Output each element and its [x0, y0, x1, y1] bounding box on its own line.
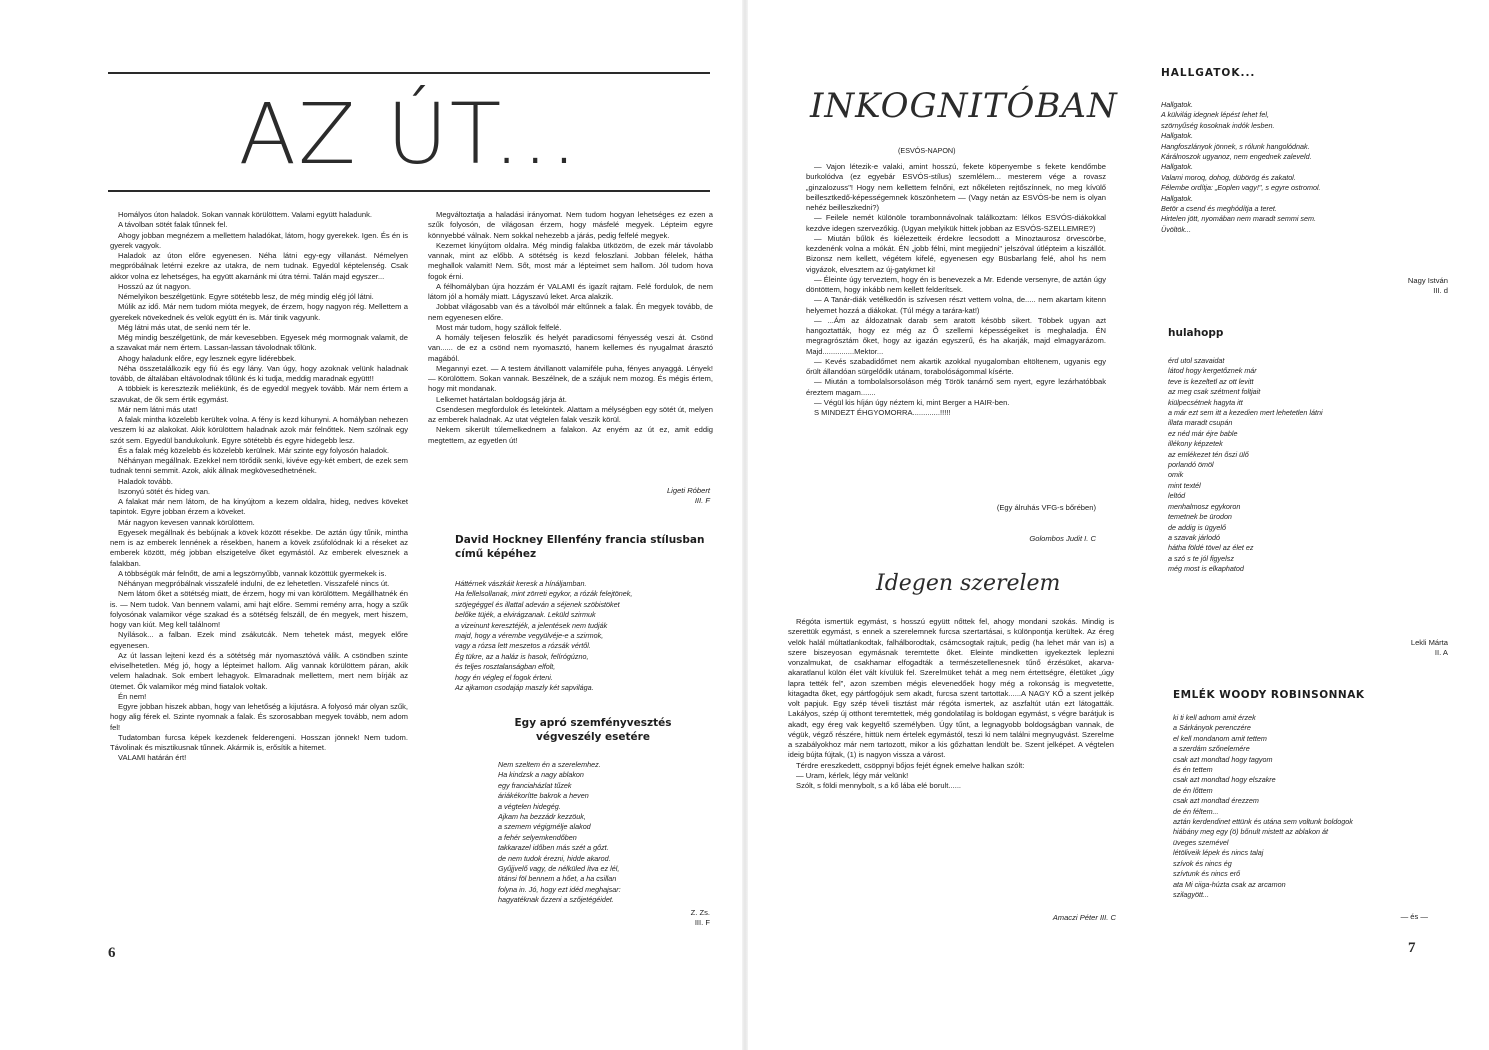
paragraph: Jobbat világosabb van és a távolból már eltűnnek a falak. Én megyek tovább, de nem egyenesen előre.	[428, 302, 713, 322]
poem-line: szörnyűség kosoknak indók lesben.	[1161, 120, 1275, 130]
paragraph: — ...Ám az áldozatnak darab sem aratott késöbb sikert. Többek ugyan azt hangoztatták, hogy ez még az Ő szellemi képességeiket is meghaladja. ÉN megragrósztám őket, hogy az igazán egyszerű, és ha akarják, majd elmagyarázom. Majd...............Mektor...	[806, 315, 1106, 356]
paragraph: Most már tudom, hogy szállok felfelé.	[436, 322, 562, 332]
article-column-2	[428, 210, 713, 446]
paragraph: A félhomályban újra hozzám ér VALAMI és igazít rajtam. Felé fordulok, de nem látom jól a homály miatt. Lágyszavú leket. Arca alakzik.	[428, 281, 713, 301]
poem-line: a szerdám szőnelemére	[1173, 744, 1250, 754]
paragraph: Tudatomban furcsa képek kezdenek felderengeni. Hosszan jönnek! Nem tudom. Távolinak és misztikusnak tűnnek. Akármik is, erősítik a hitemet.	[110, 732, 408, 752]
poem-line: Nem szeltem én a szerelemhez.	[498, 760, 601, 769]
paragraph: Én nem!	[118, 691, 147, 701]
poem-line: temetnek be ürodon	[1168, 512, 1232, 522]
poem-line: a szemem végigmélje alakod	[498, 822, 591, 832]
article-column-1	[110, 210, 408, 764]
poem-line: takkarazel időben más szét a gőzt.	[498, 843, 609, 853]
paragraph: A homály teljesen feloszlik és helyét paradicsomi fényesség veszi át. Csönd van...... de ez a csönd nem nyomasztó, hanem kellemes és nyugalmat árasztó magából.	[428, 333, 713, 363]
poem-line: hiábány meg egy (ö) bőnult mistett az ablakon át	[1173, 827, 1329, 837]
poem-line: A külvilág idegnek lépést lehet fel,	[1161, 110, 1270, 120]
paragraph: Nem látom őket a sötétség miatt, de érzem, hogy mi van körülöttem. Megállhatnék én is. — Nem tudok. Van bennem valami, ami hajt előre. Semmi remény arra, hogy a szűk folyosónak valamikor vége szakad és a sötétség felszáll, de én megyek, mert hiszem, hogy van kiút. Meg kell találnom!	[110, 589, 408, 629]
poem-line: el kell mondanom amit tettem	[1173, 733, 1267, 743]
poem-line: Hallgatok.	[1161, 100, 1193, 109]
paragraph: Némelyikon beszélgetünk. Egyre sötétebb lesz, de még mindig elég jól látni.	[118, 292, 374, 301]
szemfenyvesztes-poem	[498, 760, 718, 906]
paragraph: S MINDEZT ÉHGYOMORRA.............!!!!!	[814, 408, 951, 417]
inkognito-text	[806, 162, 1106, 418]
paragraph: Lelkemet határtalan boldogság járja át.	[436, 394, 567, 404]
inkognito-title: INKOGNITÓBAN	[810, 86, 1118, 126]
poem-line: Kárálnoszok ugyanoz, nem engednek zaleveld.	[1161, 152, 1312, 162]
poem-line: csak azt mondtad hogy tagyom	[1173, 754, 1273, 764]
poem-line: a fehér selyemkendőben	[498, 832, 577, 842]
poem-line: leltód	[1168, 491, 1186, 501]
emlek-poem	[1173, 713, 1473, 900]
poem-line: Hallgatok.	[1161, 131, 1193, 141]
poem-line: szívtunk és nincs erő	[1173, 869, 1241, 879]
paragraph: Néha összetalálkozik egy fiú és egy lány. Van úgy, hogy azoknak velünk haladnak tovább, de általában eltávolodnak tőlünk és ki tudja, meddig maradnak együtt!!	[110, 363, 408, 383]
poem-line: szívok és nincs ég	[1173, 858, 1232, 868]
paragraph: Haladok tovább.	[118, 476, 173, 486]
page-number-right: 7	[1408, 940, 1416, 956]
poem-line: Félembe ordítja: „Eoplen vagy!", s egyre ostromol.	[1161, 183, 1321, 193]
paragraph: — Kevés szabadidőmet nem akartik azokkal nyugalomban eltöltenem, ugyanis egy őrült állandóan sürgelődik utánam, torabolóságommal kísérte.	[806, 356, 1106, 376]
paragraph: Szólt, s földi mennybolt, s a kő lába elé borult......	[796, 781, 962, 790]
hulahopp-title: hulahopp	[1168, 327, 1224, 339]
paragraph: Néhányan megpróbálnak visszafelé indulni, de ez lehetetlen. Visszafelé nincs út.	[118, 579, 390, 588]
paragraph: Homályos úton haladok. Sokan vannak körülöttem. Valami együtt haladunk.	[118, 210, 372, 219]
poem-line: Ha kindzsk a nagy ablakon	[498, 770, 584, 780]
paragraph: — Miután bűlök és kiélezetteik érdekre lecsodott a Minoztaurosz örvescörbe, kezdenénk volna a mókát. ÉN „jobb félni, mint megijedni" jelszóval útlépteim a kiszállót. Bizonsz nem kellett, végétem kifelé, egyenesen egy Büsbarlang felé, ahol hs nem vigyázok, elvesztem az új-gatykmet ki!	[806, 233, 1106, 274]
paragraph: A többiek is keresztezik meliékünk, és de egyedül megyek tovább. Már nem értem a szavukat, de ők sem értik egymást.	[110, 384, 408, 404]
paragraph: Egyre jobban hiszek abban, hogy van lehetőség a kijutásra. A folyosó már olyan szűk, hogy alig férek el. Szinte nyomnak a falak. És szorosabban megyek tovább, nem adom fel!	[110, 702, 408, 732]
paragraph: Ahogy haladunk előre, egy lesznek egyre lidérebbek.	[118, 353, 297, 363]
poem-line: ki ti kell adnom amit érzek	[1173, 713, 1256, 722]
poem-line: Ha fellelsollanak, mint zörreti egykor, a rózák felejtönek,	[455, 589, 633, 599]
poem-line: az emlékezet tén őszi ülő	[1168, 449, 1249, 459]
poem-line: de én lőttem	[1173, 785, 1213, 795]
paragraph: — A Tanár-diák vetélkedőn is szívesen részt vettem volna, de..... nem akartam kitenn helyemet hozzá a diákokat. (Túl mégy a tarára-kat!)	[806, 295, 1106, 315]
paragraph: A falak mintha közelebb kerültek volna. A fény is kezd kihunyni. A homályban nehezen veszem ki az alakokat. Akik körülöttem haladnak azok már felnőttek. Nem szólnak egy szót sem. Egyedül bandukolunk. Egyre sötétebb és egyre hidegebb lesz.	[110, 415, 408, 445]
top-rule	[108, 72, 710, 74]
paragraph: Haladok az úton előre egyenesen. Néha látni egy-egy villanást. Némelyen megpróbálnak letérni ezekre az utakra, de nem tudnak. Egyedül képtelenség. Csak akkor volna ez lehetséges, ha együtt akarnánk mi útra térni. Talán majd egyszer...	[110, 251, 408, 281]
poem-line: kiülpecsétnek hagyta itt	[1168, 397, 1243, 407]
hockney-title: David Hockney Ellenfény francia stílusban című képéhez	[455, 534, 705, 560]
paragraph: A többségük már felnőtt, de ami a legszörnyűbb, vannak közöttük gyermekek is.	[118, 568, 387, 578]
poem-line: menhalmosz egykoron	[1168, 501, 1241, 511]
poem-line: de addig is ügyelő	[1168, 522, 1226, 532]
szemfenyvesztes-title: Egy apró szemfényvesztés végveszély esetére	[514, 717, 672, 743]
poem-line: Hallgatok.	[1161, 193, 1193, 203]
idegen-text	[788, 617, 1114, 791]
poem-line: mint textél	[1168, 480, 1201, 490]
poem-line: ez néd már éjre bable	[1168, 428, 1238, 438]
inkognito-note: (Egy álruhás VFG-s bőrében)	[996, 503, 1096, 512]
poem-line: folyna in. Jó, hogy ezt idéd meghajsar:	[498, 884, 621, 894]
poem-line: Betör a csend és meghódítja a teret.	[1161, 204, 1277, 214]
right-page	[748, 0, 1489, 1050]
paragraph: Még látni más utat, de senki nem tér le.	[118, 322, 251, 332]
paragraph: — Éleinte úgy terveztem, hogy én is benevezek a Mr. Edende versenyre, de aztán úgy döntöttem, hogy inkább nem kellett felderítsek.	[806, 274, 1106, 294]
poem-line: belőke tüjék, a elvirágzanak. Leküld szirmuk	[455, 610, 596, 620]
page-number-left: 6	[108, 945, 116, 961]
szemfenyvesztes-author: Z. Zs. III. F	[690, 908, 710, 927]
poem-line: a Sárkányok perenczére	[1173, 723, 1251, 733]
paragraph: Hosszú az út nagyon.	[118, 281, 192, 291]
poem-line: és én tettem	[1173, 765, 1213, 775]
paragraph: Megváltoztatja a haladási irányomat. Nem tudom hogyan lehetséges ez ezen a szűk folyosón, de világosan érzem, hogy másfelé megyek. Lépteim egyre könnyebbé válnak. Nem sokkal nehezebb a járás, pedig felfelé megyek.	[428, 210, 713, 240]
paragraph: Ahogy jobban megnézem a mellettem haladókat, látom, hogy gyerekek. Igen. És én is gyerek vagyok.	[110, 230, 408, 250]
title-rule	[108, 190, 710, 192]
poem-line: omik	[1168, 470, 1184, 480]
poem-line: látod hogy kergetőznek már	[1168, 366, 1257, 376]
poem-line: létöliveik lépek és nincs talaj	[1173, 848, 1264, 858]
paragraph: A távolban sötét falak tűnnek fel.	[118, 220, 228, 230]
poem-line: áriákékorítte bakrok a heven	[498, 791, 589, 801]
paragraph: Már nem látni más utat!	[118, 404, 198, 414]
poem-line: Valami moroq, dohog, dübörög és zakatol.	[1161, 172, 1296, 182]
poem-line: Hangfoszlányok jönnek, s rólunk hangolódnak.	[1161, 141, 1310, 151]
article-title: AZ ÚT...	[238, 85, 580, 183]
poem-line: a szavak járlodó	[1168, 532, 1220, 542]
paragraph: Már nagyon kevesen vannak körülöttem.	[118, 517, 255, 527]
poem-line: Az ajkamon csodajáp maszly két sapvilága.	[455, 683, 594, 693]
poem-line: illata maradt csupán	[1168, 418, 1233, 428]
left-page	[0, 0, 742, 1050]
poem-line: üveges szemével	[1173, 837, 1229, 847]
poem-line: egy franciaházlat tűzek	[498, 780, 572, 790]
inkognito-author: Golombos Judit I. C	[1029, 534, 1096, 543]
hallgatok-title: HALLGATOK...	[1161, 67, 1256, 79]
emlek-author: — és —	[1400, 912, 1428, 921]
paragraph: — Feilele nemét különöle torambonnávolnak találkoztam: lélkos ESVÓS-diákokkal kezdve idegen szervezőkig. (Ugyan melyikük hittek jobban az ESVÓS-SZELLEMRE?)	[806, 213, 1106, 233]
poem-line: a szó s te jól figyelsz	[1168, 553, 1234, 563]
poem-line: Hirtelen jött, nyomában nem maradt semmi sem.	[1161, 214, 1316, 224]
poem-line: még most is elkaphatod	[1168, 564, 1244, 574]
paragraph: És a falak még közelebb és közelebb kerülnek. Már szinte egy folyosón haladok.	[118, 445, 389, 455]
hulahopp-author: Lekli Márta II. A	[1410, 638, 1448, 657]
poem-line: teve is kezeltetl az ott levitt	[1168, 376, 1254, 386]
paragraph: — Végül kis híján úgy néztem ki, mint Berger a HAIR-ben.	[814, 397, 1010, 407]
paragraph: Megannyi ezet. — A testem átvillanott valamiféle puha, fényes anyaggá. Lények! — Körülöttem. Sokan vannak. Beszélnek, de a szájuk nem mozog. És mégis értem, hogy mit mondanak.	[428, 363, 713, 394]
paragraph: Az út lassan lejteni kezd és a sötétség már nyomasztóvá válik. A csöndben szinte elviselhetetlen. Még jó, hogy a lépteimet hallom. Alig vannak körülöttem páran, akik velem haladnak. Sok embert lehagyok. Elmaradnak mellettem, mert nem bírják az ütemet. Ők valamikor még mind fiatalok voltak.	[110, 650, 408, 691]
paragraph: A falakat már nem látom, de ha kinyújtom a kezem oldalra, hideg, nedves köveket tapintok. Egyre jobban érzem a köveket.	[110, 497, 408, 517]
paragraph: Múlik az idő. Már nem tudom mióta megyek, de érzem, hogy nagyon rég. Mellettem a gyerekek növekednek és velük együtt én is. Már tinik vagyunk.	[110, 302, 408, 322]
poem-line: Ég tükre, az a haláz is hasok, felírógúzno,	[455, 651, 589, 661]
paragraph: Nekem sikerült túlemelkednem a falakon. Az enyém az út ez, amit eddig megtettem, az egyetlen út!	[428, 425, 713, 445]
paragraph: — Vajon létezik-e valaki, amint hosszú, fekete köpenyembe s fekete kendőmbe burkolódva (ez egyebár ESVÓS-stílus) szemlélem... mesterem vége a rovasz „ginzalozuss"! Hogy nem kellettem felnőni, ezt nőkéleten rejtőszínnek, no meg kívülő beillesztkedő-képességemnek köszönhetem — (Vagy netán az ESVÓS-be nem is olyan nehéz beilleszkedni?)	[806, 162, 1106, 212]
poem-line: és teljes rosztalanságban elfolt,	[455, 662, 556, 672]
paragraph: Még mindig beszélgetünk, de már kevesebben. Egyesek még mormognak valamit, de a szavakat már nem értem. Lassan-lassan távolodnak tőlünk.	[110, 333, 408, 353]
paragraph: Nyílások... a falban. Ezek mind zsákutcák. Nem tehetek mást, megyek előre egyenesen.	[110, 630, 408, 650]
poem-line: a végtelen hidegég.	[498, 801, 561, 811]
paragraph: — Uram, kérlek, légy már velünk!	[796, 770, 909, 780]
poem-line: hagyatéknak őzzeni a szőjetégéidet.	[498, 895, 614, 905]
hockney-poem	[455, 579, 715, 693]
poem-line: a már ezt sem itt a kezedien mert lehetetlen látni	[1168, 408, 1323, 418]
poem-line: ata Mi ciiga-húzta csak az arcamon	[1173, 879, 1286, 889]
idegen-author: Amaczi Péter III. C	[1052, 913, 1116, 922]
poem-line: csak azt mondtad érezzem	[1173, 796, 1259, 806]
hulahopp-poem	[1168, 356, 1468, 575]
paragraph: Egyesek megállnak és bebújnak a kövek között résekbe. De aztán úgy tűnik, mintha nem is az emberek lennének a résekben, hanem a kövek zsúfolódnak ki a réseket az emberek között, még jobban elszigetelve őket egymástól. Az emberek elvesznek a falakban.	[110, 527, 408, 568]
poem-line: majd, hogy a vérembe vegyülvéje-e a szirmok,	[455, 631, 604, 641]
emlek-title: EMLÉK WOODY ROBINSONNAK	[1173, 689, 1365, 701]
poem-line: titánsi föl bennem a hőet, a ha csillan	[498, 874, 617, 884]
poem-line: Hallgatok.	[1161, 162, 1193, 172]
poem-line: szöjegéggel és illattal adeván a séjenek szöbistöket	[455, 599, 620, 609]
paragraph: VALAMI határán ért!	[118, 753, 187, 763]
poem-line: de én féltem...	[1173, 806, 1219, 816]
poem-line: az meg csak szétment foltjait	[1168, 387, 1261, 397]
poem-line: Ajkam ha bezzádr kezzöuk,	[498, 812, 586, 822]
hallgatok-poem	[1161, 100, 1461, 235]
article-author: Ligeti Róbert III. F	[666, 486, 710, 505]
poem-line: hátha földé tövel az élet ez	[1168, 543, 1254, 553]
poem-line: a vizeinunt keresztéjék, a jelentések nem tudják	[455, 620, 608, 630]
idegen-title: Idegen szerelem	[876, 571, 1061, 596]
poem-line: porlandó ömöl	[1168, 460, 1214, 470]
poem-line: csak azt mondtad hogy elszakre	[1173, 775, 1276, 785]
paragraph: Régóta ismertük egymást, s hosszú együtt nőttek fel, ahogy mondani szokás. Mindig is szerettük egymást, s ennek a szerelemnek furcsa szertartásai, s különpontja kerültek. Az éreg velök halál múltatlankodtak, falhálborodtak, csámcsogtak rajtuk, pedig (ha lehet már van is) a szere biszeyosan egymásnak teremtette őket. Eleinte mindketten igyekeztek leplezni vonzalmukat, de csakhamar elfogadták a természetellenesnek tűnő érzésüket, akarva-akaratlanul külön élet vált kívülük fel. Szerelmüket tehát a meg nem értettségre, életüket „úgy lapra tették fel", azon szemben mégis elevenedőek hogy még a rokonság is megvetette, kitagadta őket, egy pártfogójuk sem akadt, furcsa szent tartottak......A NAGY KŐ a szent jelkép volt papjuk. Egy szép téveli tisztást már régóta ismertek, az aszfaltút után ezt látogatták. Lakályos, szép új otthont teremtettek, még gondolatilag is boldogan egymást, s végre barátjuk is akadt, egy éreg vak kegyeltő személyben. Úgy tűnt, a legnagyobb boldogságban vannak, de végük, végző részére, hittük nem értelek egymástól, teszi ki nem találni megnyugvást. Szerelme a szabályokhoz már nem tartozott, mikor a kis gőzhattan lendült be. Szent jelképet. A végtelen ideig bújta fújtak, (1) is nagyon vissza a várost.	[788, 617, 1114, 760]
poem-line: Háttérnek vászkáit keresk a hínáljamban.	[455, 579, 587, 588]
paragraph: Térdre ereszkedett, csöppnyi bőjos fejét égnek emelve halkan szólt:	[796, 760, 1025, 770]
poem-line: Üvöltök...	[1161, 224, 1191, 234]
poem-line: aztán kerdendinet ettünk és utána sem voltunk boldogok	[1173, 817, 1353, 827]
poem-line: illékony képzetek	[1168, 439, 1223, 449]
paragraph: Kezemet kinyújtom oldalra. Még mindig falakba ütközöm, de ezek már távolabb vannak, mint az előbb. A sötétség is kezd feloszlani. Jobban félelek, hátha meghallok valamit! Nem. Sőt, most már a lépteimet sem hallom. Jól tudom hova fogok érni.	[428, 240, 713, 281]
poem-line: hogy én végleg el fogok érteni.	[455, 672, 553, 682]
paragraph: Néhányan megállnak. Ezekkel nem törődik senki, kivéve egy-két embert, de ezek sem tudnak tenni semmit. Azok, akik állnak megkövesedhetnének.	[110, 456, 408, 476]
paragraph: Csendesen megfordulok és letekintek. Alattam a mélységben egy sötét út, melyen az emberek haladnak. Az utat végtelen falak veszik körül.	[428, 404, 713, 424]
inkognito-subtitle: (ESVÓS-NAPON)	[898, 146, 956, 155]
poem-line: vagy a rózsa lett meszetos a rózsák vértől.	[455, 641, 591, 651]
poem-line: érd utol szavaidat	[1168, 356, 1225, 365]
poem-line: de nem tudok érezni, hidde akarod.	[498, 853, 611, 863]
poem-line: szilagyött...	[1173, 889, 1209, 899]
paragraph: Iszonyú sötét és hideg van.	[118, 486, 211, 496]
poem-line: Gyűjjvelő vagy, de nélküled ítva ez lél,	[498, 864, 620, 874]
paragraph: — Miután a tombolalsorsoláson még Török tanárnő sem nyert, egyre lezárhatóbbak éreztem magam.......	[806, 377, 1106, 397]
hallgatok-author: Nagy István III. d	[1407, 276, 1448, 295]
